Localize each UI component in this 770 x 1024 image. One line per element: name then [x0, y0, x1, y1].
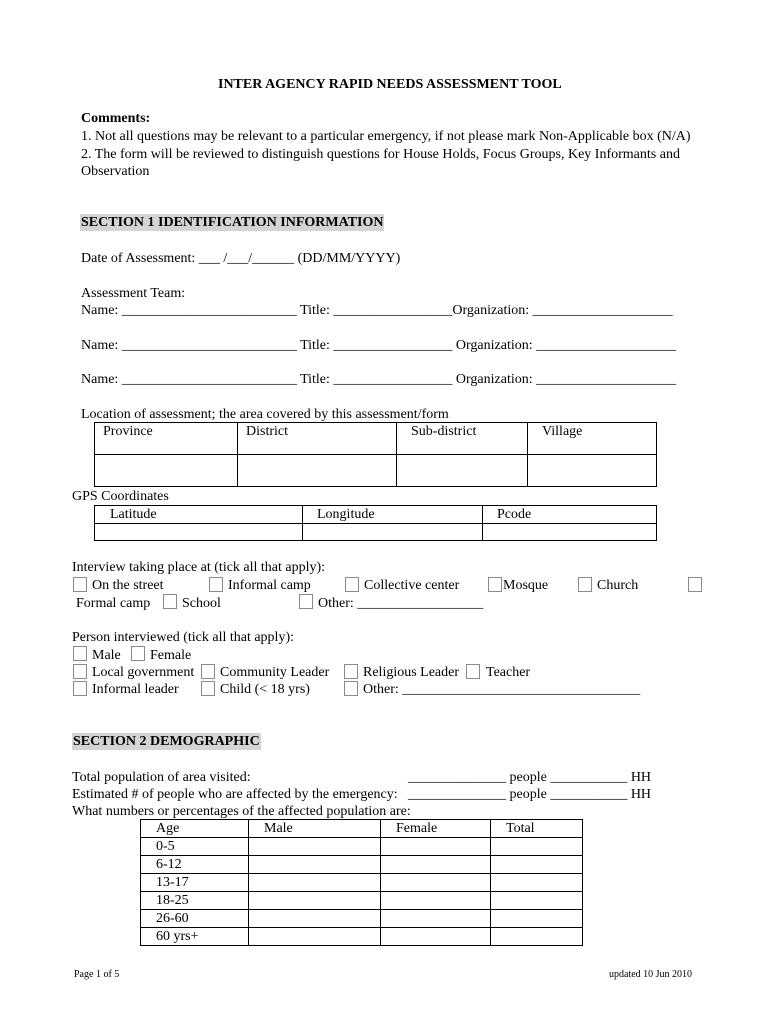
gps-table — [94, 505, 657, 541]
mosque-checkbox[interactable] — [488, 577, 502, 592]
other-person-checkbox[interactable] — [344, 681, 358, 696]
location-label: Location of assessment; the area covered by this assessment/form — [81, 407, 449, 422]
on-street-checkbox[interactable] — [73, 577, 87, 592]
age-row-label: 6-12 — [141, 856, 249, 874]
informal-camp-checkbox[interactable] — [209, 577, 223, 592]
team-row-2[interactable]: Name: _________________________ Title: _________________ Organization: ____________________ — [81, 338, 677, 353]
child-label: Child (< 18 yrs) — [220, 682, 310, 697]
age-row-label: 0-5 — [141, 838, 249, 856]
church-label: Church — [597, 578, 639, 593]
team-row-3[interactable]: Name: _________________________ Title: _________________ Organization: ____________________ — [81, 372, 677, 387]
affected-label: Estimated # of people who are affected by the emergency: — [72, 787, 398, 802]
collective-center-label: Collective center — [364, 578, 460, 593]
informal-camp-label: Informal camp — [228, 578, 311, 593]
female-cell[interactable] — [381, 838, 491, 856]
page-number: Page 1 of 5 — [74, 969, 120, 980]
total-cell[interactable] — [491, 892, 583, 910]
age-row-label: 18-25 — [141, 892, 249, 910]
interview-label: Interview taking place at (tick all that apply): — [72, 560, 326, 575]
male-header: Male — [249, 820, 381, 838]
province-cell[interactable] — [95, 455, 238, 487]
date-of-assessment[interactable]: Date of Assessment: ___ /___/______ (DD/MM/YYYY) — [81, 251, 401, 266]
location-header-district: District — [238, 423, 397, 455]
other-location-field[interactable]: Other: __________________ — [318, 596, 484, 611]
religious-leader-label: Religious Leader — [363, 665, 460, 680]
section1-heading: SECTION 1 IDENTIFICATION INFORMATION — [81, 215, 384, 230]
collective-center-checkbox[interactable] — [345, 577, 359, 592]
age-row-label: 26-60 — [141, 910, 249, 928]
teacher-label: Teacher — [486, 665, 531, 680]
male-cell[interactable] — [249, 874, 381, 892]
local-government-checkbox[interactable] — [73, 664, 87, 679]
age-row-label: 13-17 — [141, 874, 249, 892]
comment-line-2-cont: Observation — [81, 164, 150, 179]
gps-header-pcode: Pcode — [483, 506, 657, 524]
location-header-province: Province — [95, 423, 238, 455]
formal-camp-label: Formal camp — [76, 596, 151, 611]
affected-fields[interactable]: ______________ people ___________ HH — [408, 787, 652, 802]
age-row-label: 60 yrs+ — [141, 928, 249, 946]
community-leader-checkbox[interactable] — [201, 664, 215, 679]
school-checkbox[interactable] — [163, 594, 177, 609]
female-cell[interactable] — [381, 874, 491, 892]
subdistrict-cell[interactable] — [397, 455, 528, 487]
local-government-label: Local government — [92, 665, 195, 680]
male-cell[interactable] — [249, 856, 381, 874]
female-cell[interactable] — [381, 892, 491, 910]
assessment-team-label: Assessment Team: — [81, 286, 186, 301]
mosque-label: Mosque — [503, 578, 549, 593]
gps-header-latitude: Latitude — [95, 506, 303, 524]
comments-heading: Comments: — [81, 111, 151, 126]
age-table — [140, 819, 583, 946]
total-cell[interactable] — [491, 910, 583, 928]
teacher-checkbox[interactable] — [466, 664, 480, 679]
school-label: School — [182, 596, 221, 611]
female-header: Female — [381, 820, 491, 838]
other-person-field[interactable]: Other: __________________________________ — [363, 682, 641, 697]
community-leader-label: Community Leader — [220, 665, 330, 680]
numbers-label: What numbers or percentages of the affected population are: — [72, 804, 411, 819]
page-title: INTER AGENCY RAPID NEEDS ASSESSMENT TOOL — [218, 77, 562, 92]
total-population-fields[interactable]: ______________ people ___________ HH — [408, 770, 652, 785]
on-street-label: On the street — [92, 578, 164, 593]
female-cell[interactable] — [381, 910, 491, 928]
female-cell[interactable] — [381, 928, 491, 946]
gps-label: GPS Coordinates — [72, 489, 169, 504]
longitude-cell[interactable] — [303, 524, 483, 541]
female-cell[interactable] — [381, 856, 491, 874]
team-row-1[interactable]: Name: _________________________ Title: _________________Organization: ____________________ — [81, 303, 673, 318]
updated-date: updated 10 Jun 2010 — [609, 969, 693, 980]
female-label: Female — [150, 648, 192, 663]
village-cell[interactable] — [528, 455, 657, 487]
section2-heading: SECTION 2 DEMOGRAPHIC — [73, 734, 260, 749]
comment-line-1: 1. Not all questions may be relevant to a particular emergency, if not please mark Non-Applicable box (N/A) — [81, 129, 691, 144]
informal-leader-label: Informal leader — [92, 682, 179, 697]
male-cell[interactable] — [249, 910, 381, 928]
pcode-cell[interactable] — [483, 524, 657, 541]
church-checkbox[interactable] — [578, 577, 592, 592]
male-cell[interactable] — [249, 838, 381, 856]
male-cell[interactable] — [249, 928, 381, 946]
formal-camp-checkbox[interactable] — [688, 577, 702, 592]
religious-leader-checkbox[interactable] — [344, 664, 358, 679]
male-label: Male — [92, 648, 121, 663]
child-checkbox[interactable] — [201, 681, 215, 696]
other-location-checkbox[interactable] — [299, 594, 313, 609]
male-cell[interactable] — [249, 892, 381, 910]
district-cell[interactable] — [238, 455, 397, 487]
total-cell[interactable] — [491, 856, 583, 874]
total-header: Total — [491, 820, 583, 838]
gps-header-longitude: Longitude — [303, 506, 483, 524]
total-population-label: Total population of area visited: — [72, 770, 251, 785]
location-header-subdistrict: Sub-district — [397, 423, 528, 455]
informal-leader-checkbox[interactable] — [73, 681, 87, 696]
female-checkbox[interactable] — [131, 646, 145, 661]
location-header-village: Village — [528, 423, 657, 455]
total-cell[interactable] — [491, 928, 583, 946]
location-table — [94, 422, 657, 487]
total-cell[interactable] — [491, 874, 583, 892]
comment-line-2: 2. The form will be reviewed to distinguish questions for House Holds, Focus Groups, Key Informants and — [81, 147, 680, 162]
latitude-cell[interactable] — [95, 524, 303, 541]
person-label: Person interviewed (tick all that apply): — [72, 630, 294, 645]
age-header: Age — [141, 820, 249, 838]
male-checkbox[interactable] — [73, 646, 87, 661]
total-cell[interactable] — [491, 838, 583, 856]
